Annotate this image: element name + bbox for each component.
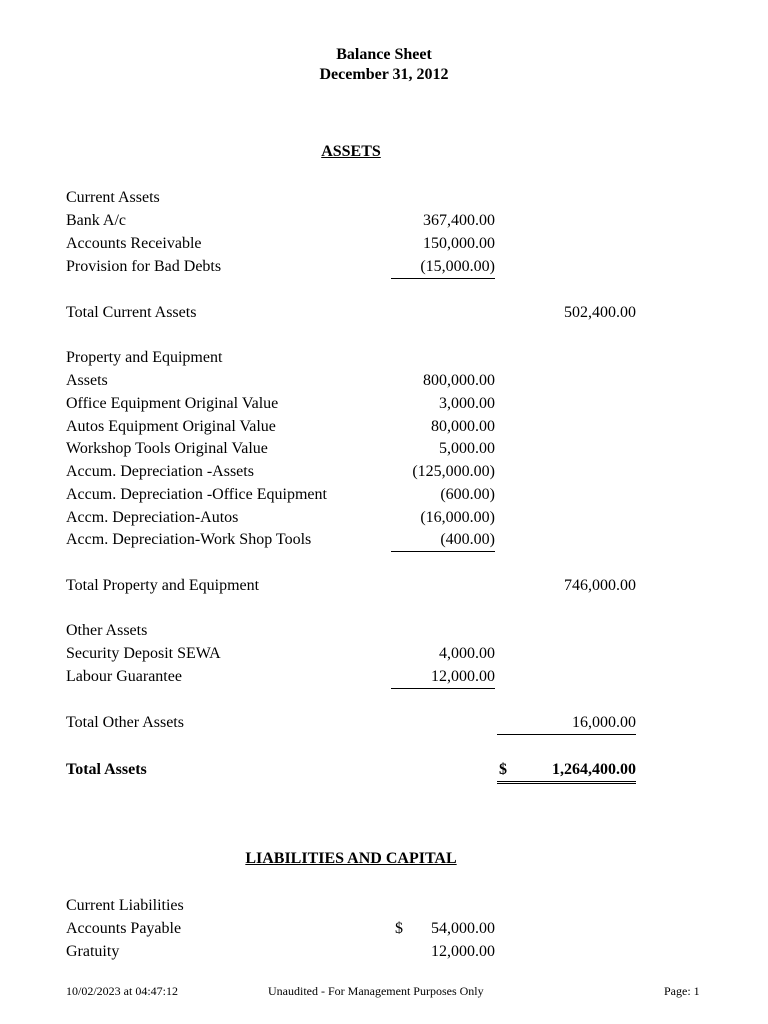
- ledger-row: Bank A/c 367,400.00: [66, 212, 495, 229]
- ledger-row: Autos Equipment Original Value 80,000.00: [66, 418, 495, 435]
- total-other-assets-row: Total Other Assets 16,000.00: [66, 712, 641, 734]
- footer-timestamp: 10/02/2023 at 04:47:12: [66, 984, 178, 998]
- currency-symbol: $: [395, 920, 403, 937]
- ledger-row: Provision for Bad Debts (15,000.00): [66, 256, 641, 278]
- total-current-assets-row: Total Current Assets 502,400.00: [66, 304, 636, 321]
- current-liabilities-heading: Current Liabilities: [66, 897, 184, 914]
- ledger-row: Accm. Depreciation-Autos (16,000.00): [66, 509, 495, 526]
- other-assets-heading: Other Assets: [66, 622, 148, 639]
- ledger-row: Assets 800,000.00: [66, 372, 495, 389]
- ledger-row: Accum. Depreciation -Assets (125,000.00): [66, 463, 495, 480]
- footer-note: Unaudited - For Management Purposes Only: [268, 984, 484, 998]
- total-property-row: Total Property and Equipment 746,000.00: [66, 577, 636, 594]
- ledger-row: Workshop Tools Original Value 5,000.00: [66, 440, 495, 457]
- currency-symbol: $: [499, 761, 507, 778]
- ledger-row: Accounts Payable $ 54,000.00: [66, 918, 641, 940]
- assets-heading: ASSETS: [321, 143, 381, 160]
- ledger-row: Accum. Depreciation -Office Equipment (600.00): [66, 486, 495, 503]
- ledger-row: Labour Guarantee 12,000.00: [66, 666, 641, 688]
- document-date: December 31, 2012: [319, 66, 449, 83]
- document-title: Balance Sheet: [336, 46, 432, 63]
- current-assets-heading: Current Assets: [66, 189, 160, 206]
- property-equipment-heading: Property and Equipment: [66, 349, 223, 366]
- liabilities-heading: LIABILITIES AND CAPITAL: [245, 850, 457, 867]
- total-assets-value: 1,264,400.00: [552, 761, 636, 778]
- ledger-row: Accm. Depreciation-Work Shop Tools (400.00): [66, 529, 641, 551]
- ledger-row: Accounts Receivable 150,000.00: [66, 235, 495, 252]
- ledger-row: Gratuity 12,000.00: [66, 943, 495, 960]
- total-assets-row: Total Assets $ 1,264,400.00: [66, 759, 641, 781]
- ledger-row: Security Deposit SEWA 4,000.00: [66, 645, 495, 662]
- ledger-row: Office Equipment Original Value 3,000.00: [66, 395, 495, 412]
- footer-page-number: Page: 1: [664, 984, 700, 998]
